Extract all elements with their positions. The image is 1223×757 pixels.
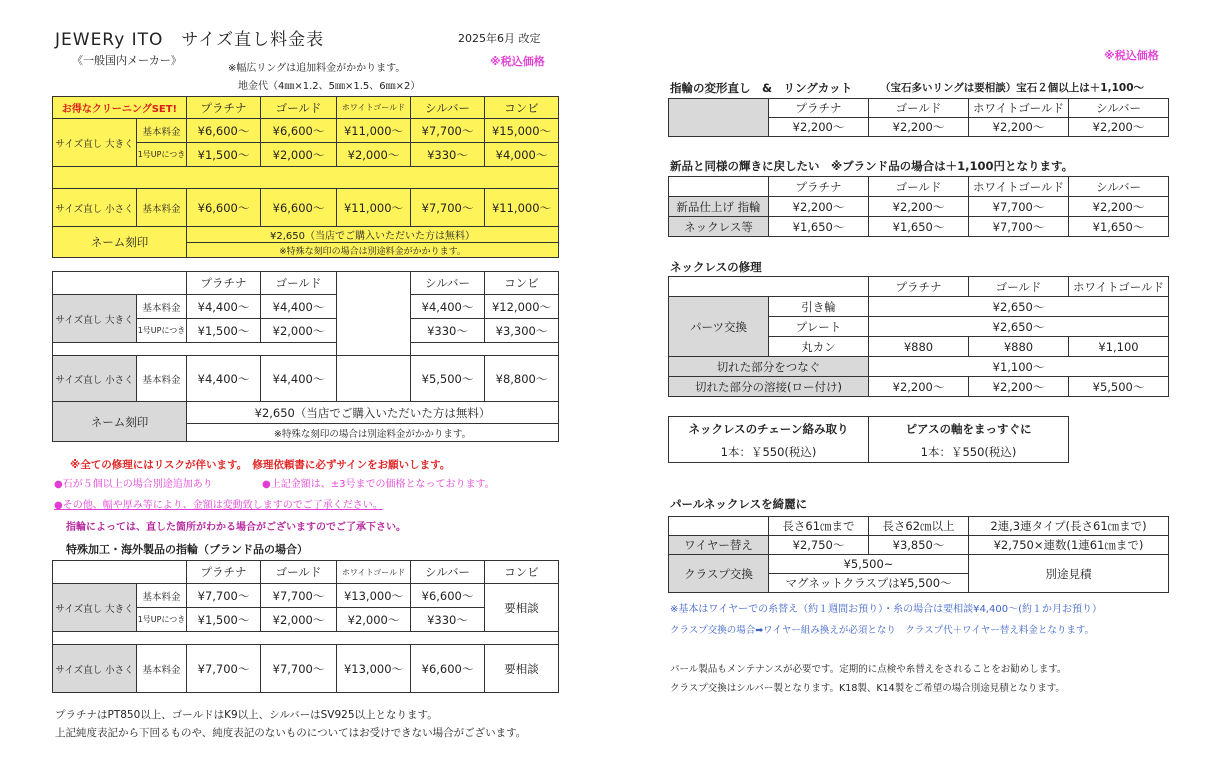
price-cell: ¥5,500～ <box>1069 377 1169 397</box>
price-cell: ¥2,000～ <box>261 319 337 343</box>
col-platinum: プラチナ <box>869 277 969 297</box>
price-cell: ¥5,500~ <box>769 555 969 574</box>
row-size-up: サイズ直し 大きく <box>53 584 137 632</box>
corner-cell <box>669 277 869 297</box>
base-fee-label: 基本料金 <box>137 295 187 319</box>
cleaning-set-table <box>52 96 559 258</box>
base-fee-label: 基本料金 <box>137 119 187 143</box>
col-length-62: 長さ62㎝以上 <box>869 517 969 536</box>
row-label: ワイヤー替え <box>669 536 769 555</box>
price-cell: ¥2,200～ <box>1069 118 1169 137</box>
pearl-title: パールネックレスを綺麗に <box>670 497 808 511</box>
price-cell: ¥11,000～ <box>337 119 411 143</box>
price-cell: ¥2,750～ <box>769 536 869 555</box>
price-cell: 要相談 <box>485 645 559 693</box>
col-combi: コンビ <box>485 97 559 119</box>
col-platinum: プラチナ <box>769 99 869 118</box>
price-cell: ¥3,300～ <box>485 319 559 343</box>
stone-note: ●石が５個以上の場合別途追加あり <box>54 479 213 490</box>
price-cell: ¥7,700～ <box>969 197 1069 217</box>
price-cell: ¥6,600～ <box>411 645 485 693</box>
col-multi-strand: 2連,3連タイプ(長さ61㎝まで) <box>969 517 1169 536</box>
price-cell: ¥7,700～ <box>187 584 261 608</box>
price-cell: ¥1,650～ <box>869 217 969 237</box>
pearl-table <box>668 516 1169 593</box>
price-cell: 要相談 <box>485 584 559 632</box>
price-cell: ¥2,750×連数(1連61㎝まで) <box>969 536 1169 555</box>
polish-title: 新品と同様の輝きに戻したい ※ブランド品の場合は＋1,100円となります。 <box>670 159 1074 173</box>
spacer-row <box>53 632 559 645</box>
price-cell: ¥880 <box>869 337 969 357</box>
price-cell: ¥2,200～ <box>969 377 1069 397</box>
ring-reshape-title: 指輪の変形直し & リングカット <box>670 81 853 95</box>
price-cell: ¥3,850～ <box>869 536 969 555</box>
base-fee-label: 基本料金 <box>137 645 187 693</box>
chain-untangle-price: 1本：￥550(税込) <box>669 442 869 463</box>
base-fee-label: 基本料金 <box>137 189 187 227</box>
price-cell: ¥880 <box>969 337 1069 357</box>
price-cell: ¥1,650～ <box>1069 217 1169 237</box>
price-cell: ¥13,000～ <box>337 645 411 693</box>
base-fee-label: 基本料金 <box>137 356 187 402</box>
col-platinum: プラチナ <box>187 97 261 119</box>
col-silver: シルバー <box>1069 99 1169 118</box>
price-cell: ¥6,600～ <box>187 119 261 143</box>
price-cell: ¥2,000～ <box>261 608 337 632</box>
col-gold: ゴールド <box>869 99 969 118</box>
col-silver: シルバー <box>411 272 485 295</box>
row-label: 引き輪 <box>769 297 869 317</box>
spacer-row <box>411 343 559 356</box>
price-cell: ¥2,650～ <box>869 317 1169 337</box>
variation-note: ●その他、幅や厚み等により、金額は変動致しますのでご了承ください。 <box>54 500 383 511</box>
pierce-straighten-label: ピアスの軸をまっすぐに <box>869 417 1069 442</box>
price-cell: ¥4,000～ <box>485 143 559 167</box>
col-combi: コンビ <box>485 561 559 584</box>
col-platinum: プラチナ <box>187 561 261 584</box>
row-size-down: サイズ直し 小さく <box>53 645 137 693</box>
special-section-title: 特殊加工・海外製品の指輪（ブランド品の場合） <box>66 543 308 556</box>
price-cell: ¥11,000～ <box>337 189 411 227</box>
price-cell: ¥2,000～ <box>261 143 337 167</box>
pearl-note-2: クラスプ交換の場合➡ワイヤー組み換えが必須となり クラスプ代＋ワイヤー替え料金となります。 <box>670 625 1095 636</box>
row-label: 新品仕上げ 指輪 <box>669 197 769 217</box>
purity-note: プラチナはPT850以上、ゴールドはK9以上、シルバーはSV925以上となります。 <box>55 709 438 721</box>
revision-date: 2025年6月 改定 <box>458 32 541 45</box>
price-cell: ¥1,100 <box>1069 337 1169 357</box>
price-cell: ¥7,700～ <box>187 645 261 693</box>
col-gold: ゴールド <box>869 177 969 197</box>
row-label: 切れた部分の溶接(ロー付け) <box>669 377 869 397</box>
col-gold: ゴールド <box>261 272 337 295</box>
price-cell: ¥11,000～ <box>485 189 559 227</box>
visible-fix-note: 指輪によっては、直した箇所がわかる場合がございますのでご了承下さい。 <box>66 522 406 533</box>
wide-ring-note: ※幅広リングは追加料金がかかります。 <box>228 63 406 74</box>
page-title: JEWERy ITO サイズ直し料金表 <box>55 30 325 50</box>
price-cell: ¥2,650～ <box>869 297 1169 317</box>
price-cell: ¥6,600～ <box>187 189 261 227</box>
price-cell: ¥330～ <box>411 143 485 167</box>
price-cell: ¥2,200～ <box>869 377 969 397</box>
brand-price-table <box>52 560 559 693</box>
ring-reshape-note: （宝石多いリングは要相談）宝石２個以上は＋1,100～ <box>880 82 1145 94</box>
col-length-61: 長さ61㎝まで <box>769 517 869 536</box>
spacer-row <box>53 167 559 189</box>
row-label: 丸カン <box>769 337 869 357</box>
price-cell: マグネットクラスプは¥5,500～ <box>769 574 969 593</box>
risk-warning: ※全ての修理にはリスクが伴います。 修理依頼書に必ずサインをお願いします。 <box>70 459 451 471</box>
price-cell: ¥7,700～ <box>411 119 485 143</box>
metal-cost-note: 地金代（4㎜×1.2、5㎜×1.5、6㎜×2） <box>238 81 421 92</box>
price-cell: ¥4,400～ <box>187 356 261 402</box>
price-cell: ¥1,650～ <box>769 217 869 237</box>
tax-label-left: ※税込価格 <box>490 55 545 68</box>
price-cell: ¥1,500～ <box>187 319 261 343</box>
corner-cell <box>669 177 769 197</box>
col-silver: シルバー <box>1069 177 1169 197</box>
name-engraving-price: ¥2,650（当店でご購入いただいた方は無料） <box>187 402 559 424</box>
parts-exchange-label: パーツ交換 <box>669 297 769 357</box>
corner-cell <box>53 561 187 584</box>
range-note: ●上記金額は、±3号までの価格となっております。 <box>262 479 495 490</box>
row-size-down: サイズ直し 小さく <box>53 356 137 402</box>
price-cell: ¥6,600～ <box>411 584 485 608</box>
per-size-label: 1号UPにつき <box>137 608 187 632</box>
price-cell: 別途見積 <box>969 555 1169 593</box>
standard-price-table <box>52 271 559 442</box>
price-cell: ¥8,800～ <box>485 356 559 402</box>
price-cell: ¥4,400～ <box>187 295 261 319</box>
row-label: 切れた部分をつなぐ <box>669 357 869 377</box>
price-cell: ¥330～ <box>411 608 485 632</box>
name-engraving-label: ネーム刻印 <box>53 227 187 258</box>
name-engraving-note: ※特殊な刻印の場合は別途料金がかかります。 <box>187 424 559 442</box>
row-size-up: サイズ直し 大きく <box>53 119 137 167</box>
corner-cell <box>669 99 769 137</box>
price-cell: ¥2,200～ <box>769 197 869 217</box>
price-cell: ¥2,200～ <box>769 118 869 137</box>
cleaning-set-label: お得なクリーニングSET! <box>53 97 187 119</box>
col-platinum: プラチナ <box>187 272 261 295</box>
row-label: プレート <box>769 317 869 337</box>
pearl-note-4: クラスプ交換はシルバー製となります。K18製、K14製をご希望の場合別途見積となります。 <box>670 683 1065 694</box>
price-cell: ¥1,500～ <box>187 143 261 167</box>
polish-table <box>668 176 1169 237</box>
price-cell: ¥1,500～ <box>187 608 261 632</box>
tax-label-right: ※税込価格 <box>1104 49 1159 62</box>
col-silver: シルバー <box>411 97 485 119</box>
necklace-repair-table <box>668 276 1169 397</box>
row-label: ネックレス等 <box>669 217 769 237</box>
col-gold: ゴールド <box>261 97 337 119</box>
pierce-straighten-price: 1本：￥550(税込) <box>869 442 1069 463</box>
price-cell: ¥6,600～ <box>261 119 337 143</box>
ring-reshape-table <box>668 98 1169 137</box>
col-white-gold: ホワイトゴールド <box>1069 277 1169 297</box>
price-cell: ¥4,400～ <box>261 295 337 319</box>
empty-white-gold-column <box>337 272 411 356</box>
row-label: クラスプ交換 <box>669 555 769 593</box>
col-white-gold: ホワイトゴールド <box>969 177 1069 197</box>
price-cell: ¥4,400～ <box>261 356 337 402</box>
row-size-up: サイズ直し 大きく <box>53 295 137 343</box>
price-cell: ¥7,700～ <box>411 189 485 227</box>
price-cell: ¥2,000～ <box>337 143 411 167</box>
chain-pierce-table <box>668 416 1069 463</box>
pearl-note-1: ※基本はワイヤーでの糸替え（約１週間お預り）・糸の場合は要相談¥4,400～(約１か月お預り） <box>670 604 1102 615</box>
price-cell: ¥2,200～ <box>1069 197 1169 217</box>
price-cell: ¥15,000～ <box>485 119 559 143</box>
chain-untangle-label: ネックレスのチェーン絡み取り <box>669 417 869 442</box>
empty-cell <box>337 356 411 402</box>
col-white-gold: ホワイトゴールド <box>969 99 1069 118</box>
per-size-label: 1号UPにつき <box>137 143 187 167</box>
col-white-gold: ホワイトゴールド <box>337 561 411 584</box>
name-engraving-price: ¥2,650（当店でご購入いただいた方は無料） <box>187 227 559 243</box>
price-cell: ¥5,500～ <box>411 356 485 402</box>
base-fee-label: 基本料金 <box>137 584 187 608</box>
col-gold: ゴールド <box>969 277 1069 297</box>
col-gold: ゴールド <box>261 561 337 584</box>
per-size-label: 1号UPにつき <box>137 319 187 343</box>
price-cell: ¥2,200～ <box>969 118 1069 137</box>
spacer-row <box>53 343 337 356</box>
col-white-gold: ホワイトゴールド <box>337 97 411 119</box>
name-engraving-label: ネーム刻印 <box>53 402 187 442</box>
price-cell: ¥2,200～ <box>869 118 969 137</box>
price-cell: ¥6,600～ <box>261 189 337 227</box>
price-cell: ¥330～ <box>411 319 485 343</box>
name-engraving-note: ※特殊な刻印の場合は別途料金がかかります。 <box>187 243 559 258</box>
necklace-repair-title: ネックレスの修理 <box>670 260 762 274</box>
corner-cell <box>53 272 187 295</box>
pearl-note-3: パール製品もメンテナンスが必要です。定期的に点検や糸替えをされることをお勧めします。 <box>670 664 1067 675</box>
corner-cell <box>669 517 769 536</box>
price-cell: ¥7,700～ <box>261 645 337 693</box>
price-cell: ¥7,700～ <box>261 584 337 608</box>
col-combi: コンビ <box>485 272 559 295</box>
price-cell: ¥13,000～ <box>337 584 411 608</box>
price-cell: ¥12,000～ <box>485 295 559 319</box>
price-cell: ¥2,000～ <box>337 608 411 632</box>
price-cell: ¥7,700～ <box>969 217 1069 237</box>
col-platinum: プラチナ <box>769 177 869 197</box>
row-size-down: サイズ直し 小さく <box>53 189 137 227</box>
price-cell: ¥1,100～ <box>869 357 1169 377</box>
price-cell: ¥4,400～ <box>411 295 485 319</box>
price-cell: ¥2,200～ <box>869 197 969 217</box>
purity-disclaimer: 上記純度表記から下回るものや、純度表記のないものについてはお受けできない場合がございます。 <box>55 727 527 739</box>
col-silver: シルバー <box>411 561 485 584</box>
maker-subtitle: 《一般国内メーカー》 <box>72 54 182 67</box>
